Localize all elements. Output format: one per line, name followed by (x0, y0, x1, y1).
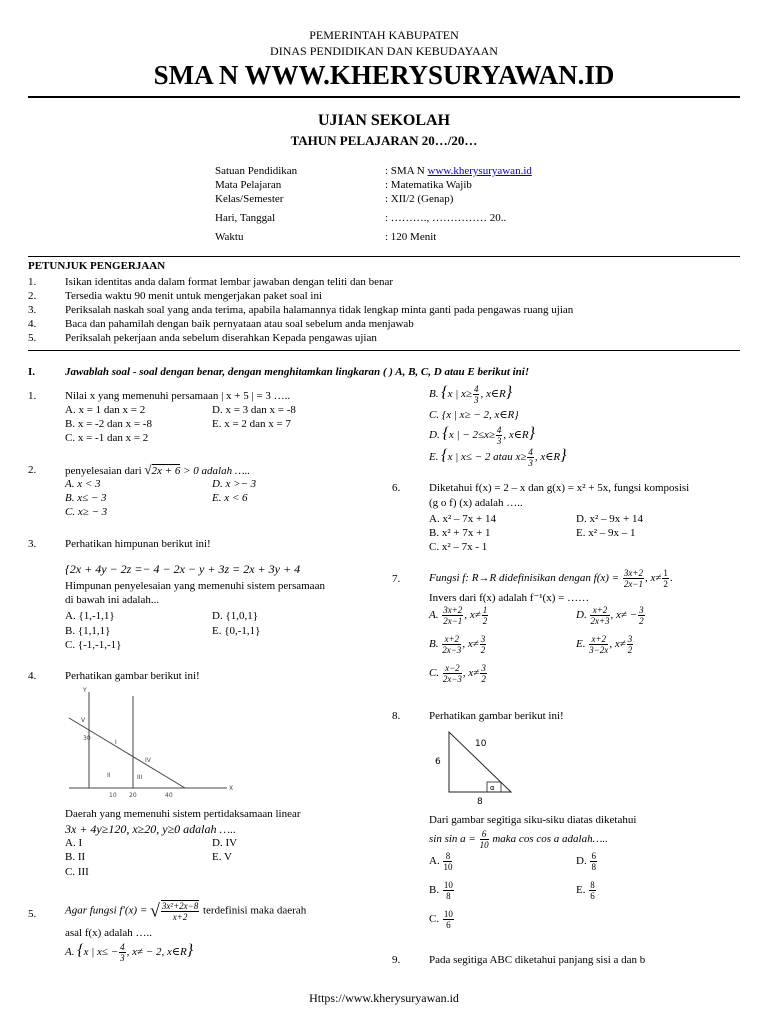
option-e[interactable]: E. x = 2 dan x = 7 (212, 418, 292, 430)
y-axis-label: Y (83, 687, 87, 694)
question-number: 4. (28, 670, 37, 682)
option-a[interactable]: A. $\frac{3x+2}{2x-1}$ , x≠ $\frac{1}{2}$ (429, 605, 488, 626)
info-label: Hari, Tanggal (215, 212, 276, 224)
option-d[interactable]: D. {x | − 2≤x≥ $\frac{4}{3}$ , x∈R} (429, 425, 536, 446)
question-text: asal f(x) adalah ….. (65, 927, 153, 939)
option-d[interactable]: D. IV (212, 837, 238, 849)
side-label: 6 (435, 757, 441, 767)
list-item: 3. (28, 304, 37, 316)
info-value: : ………., …………… 20.. (385, 212, 507, 224)
question-text: Himpunan penyelesaian yang memenuhi sistem persamaan (65, 580, 325, 592)
option-b[interactable]: B. x = -2 dan x = -8 (65, 418, 152, 430)
question-text: Perhatikan gambar berikut ini! (429, 710, 564, 722)
option-d[interactable]: D. {1,0,1} (212, 610, 259, 622)
question-text: Daerah yang memenuhi sistem pertidaksamaan linear (65, 808, 301, 820)
question-text: Agar fungsi f′(x) = √ $\frac{\text{3x²+2x−8}}{x+2}$ terdefinisi maka daerah (65, 900, 307, 922)
school-name: SMA N WWW.KHERYSURYAWAN.ID (153, 60, 615, 90)
list-item: 1. (28, 276, 37, 288)
question-text: (g o f) (x) adalah ….. (429, 497, 523, 509)
question-text: Nilai x yang memenuhi persamaan | x + 5 | = 3 ….. (65, 390, 291, 402)
question-text: Dari gambar segitiga siku-siku diatas diketahui (429, 814, 637, 826)
option-e[interactable]: E. x² – 9x – 1 (576, 527, 636, 539)
option-b[interactable]: B. x² + 7x + 1 (429, 527, 491, 539)
exam-year: TAHUN PELAJARAN 20…/20… (290, 133, 478, 148)
option-a[interactable]: A. I (65, 837, 83, 849)
option-e[interactable]: E. {x | x≤ − 2 atau x≥ $\frac{4}{3}$ , x∈R} (429, 447, 567, 468)
base-label: 8 (477, 797, 483, 807)
option-d[interactable]: D. x = 3 dan x = -8 (212, 404, 296, 416)
x-tick-label: 20 (129, 792, 137, 799)
question-number: 7. (392, 573, 401, 585)
option-a[interactable]: A. x² – 7x + 14 (429, 513, 496, 525)
region-label: IV (145, 757, 151, 764)
question-number: 6. (392, 482, 401, 494)
info-label: Kelas/Semester (215, 193, 284, 205)
option-d[interactable]: D. $\frac{6}{8}$ (576, 851, 596, 872)
info-label: Satuan Pendidikan (215, 165, 298, 177)
list-item: Baca dan pahamilah dengan baik pernyataan atau soal sebelum anda menjawab (65, 318, 414, 330)
region-graph (65, 684, 245, 802)
question-text: penyelesaian dari √2x + 6 > 0 adalah ….. (65, 462, 251, 477)
header-line1: PEMERINTAH KABUPATEN (309, 28, 459, 42)
question-text: sin sin a = $\frac{6}{10}$ maka cos cos a adalah….. (429, 829, 608, 850)
info-divider (28, 256, 740, 257)
x-axis-label: X (229, 785, 234, 792)
x-tick-label: 10 (109, 792, 117, 799)
option-c[interactable]: C. x² – 7x - 1 (429, 541, 488, 553)
header-line2: DINAS PENDIDIKAN DAN KEBUDAYAAN (270, 44, 498, 58)
info-label: Mata Pelajaran (215, 179, 282, 191)
option-d[interactable]: D. x >− 3 (212, 478, 257, 490)
option-b[interactable]: B. II (65, 851, 86, 863)
region-label: III (137, 774, 143, 781)
option-c[interactable]: C. {x | x≥ − 2, x∈R} (429, 409, 519, 421)
option-e[interactable]: E. $\frac{x+2}{3-2x}$ , x≠ $\frac{3}{2}$ (576, 634, 633, 655)
option-c[interactable]: C. {-1,-1,-1} (65, 639, 122, 651)
option-c[interactable]: C. $\frac{x-2}{2x-3}$ , x≠ $\frac{3}{2}$ (429, 663, 486, 684)
info-value: : 120 Menit (385, 231, 437, 243)
question-number: 3. (28, 538, 37, 550)
question-text: Fungsi f: R→R didefinisikan dengan f(x) = $\frac{3x+2}{2x-1}$ , x≠ $\frac{1}{2}$ . (429, 568, 673, 589)
option-a[interactable]: A. x = 1 dan x = 2 (65, 404, 146, 416)
option-b[interactable]: B. $\frac{x+2}{2x-3}$ , x≠ $\frac{3}{2}$ (429, 634, 486, 655)
y-tick-label: 30 (83, 735, 91, 742)
region-label: II (107, 772, 111, 779)
option-e[interactable]: E. $\frac{8}{6}$ (576, 880, 595, 901)
info-value: : XII/2 (Genap) (385, 193, 454, 205)
list-item: Periksalah pekerjaan anda sebelum diserahkan Kepada pengawas ujian (65, 332, 377, 344)
instructions-divider (28, 350, 740, 351)
option-c[interactable]: C. x≥ − 3 (65, 506, 108, 518)
option-e[interactable]: E. x < 6 (212, 492, 248, 504)
right-triangle-figure (429, 726, 529, 808)
option-d[interactable]: D. x² – 9x + 14 (576, 513, 643, 525)
header-divider (28, 96, 740, 98)
inequality-system: 3x + 4y≥120, x≥20, y≥0 adalah ….. (65, 822, 237, 836)
question-number: 8. (392, 710, 401, 722)
question-text: Diketahui f(x) = 2 – x dan g(x) = x² + 5x, fungsi komposisi (429, 482, 690, 494)
equation-system: {2x + 4y − 2z =− 4 − 2x − y + 3z = 2x + 3y + 4 (65, 562, 301, 576)
question-text: di bawah ini adalah... (65, 594, 160, 606)
info-value: : SMA N www.kherysuryawan.id (385, 165, 532, 177)
question-text: Invers dari f(x) adalah f⁻¹(x) = …… (429, 592, 590, 604)
x-tick-label: 40 (165, 792, 173, 799)
option-d[interactable]: D. $\frac{x+2}{2x+3}$ , x≠ − $\frac{3}{2}$ (576, 605, 644, 626)
question-text: Perhatikan gambar berikut ini! (65, 670, 200, 682)
info-value: : Matematika Wajib (385, 179, 472, 191)
angle-label: α (490, 784, 495, 792)
section-instruction: Jawablah soal - soal dengan benar, dengan menghitamkan lingkaran ( ) A, B, C, D atau E berikut ini! (65, 366, 530, 378)
region-label: I (115, 739, 117, 746)
option-c[interactable]: C. x = -1 dan x = 2 (65, 432, 149, 444)
info-label: Waktu (215, 231, 244, 243)
option-c[interactable]: C. $\frac{10}{6}$ (429, 909, 453, 930)
option-a[interactable]: A. {1,-1,1} (65, 610, 115, 622)
option-a[interactable]: A. $\frac{8}{10}$ (429, 851, 453, 872)
question-number: 2. (28, 464, 37, 476)
question-number: 5. (28, 908, 37, 920)
option-b[interactable]: B. {1,1,1} (65, 625, 111, 637)
list-item: Isikan identitas anda dalam format lembar jawaban dengan teliti dan benar (65, 276, 394, 288)
exam-title: UJIAN SEKOLAH (317, 112, 451, 129)
list-item: 2. (28, 290, 37, 302)
option-e[interactable]: E. V (212, 851, 232, 863)
question-number: 1. (28, 390, 37, 402)
list-item: 5. (28, 332, 37, 344)
option-b[interactable]: B. x≤ − 3 (65, 492, 107, 504)
option-a[interactable]: A. x < 3 (65, 478, 101, 490)
option-b[interactable]: B. {x | x≥ $\frac{4}{3}$ , x∈R} (429, 384, 513, 405)
list-item: Tersedia waktu 90 menit untuk mengerjakan paket soal ini (65, 290, 323, 302)
list-item: Periksalah naskah soal yang anda terima, apabila halamannya tidak lengkap minta ganti pada pengawas ruang ujian (65, 304, 574, 316)
option-c[interactable]: C. III (65, 866, 89, 878)
footer-url[interactable]: Https://www.kherysuryawan.id (309, 991, 459, 1005)
question-number: 9. (392, 954, 401, 966)
option-a[interactable]: A. {x | x≤ − $\frac{4}{3}$ , x≠ − 2, x∈R} (65, 942, 194, 963)
instructions-title: PETUNJUK PENGERJAAN (28, 260, 166, 272)
hypotenuse-label: 10 (475, 739, 487, 749)
section-number: I. (28, 366, 36, 378)
question-text: Pada segitiga ABC diketahui panjang sisi a dan b (429, 954, 646, 966)
list-item: 4. (28, 318, 37, 330)
school-link[interactable]: www.kherysuryawan.id (427, 165, 532, 177)
option-e[interactable]: E. {0,-1,1} (212, 625, 261, 637)
region-label: V (81, 717, 86, 724)
question-text: Perhatikan himpunan berikut ini! (65, 538, 211, 550)
option-b[interactable]: B. $\frac{10}{8}$ (429, 880, 453, 901)
